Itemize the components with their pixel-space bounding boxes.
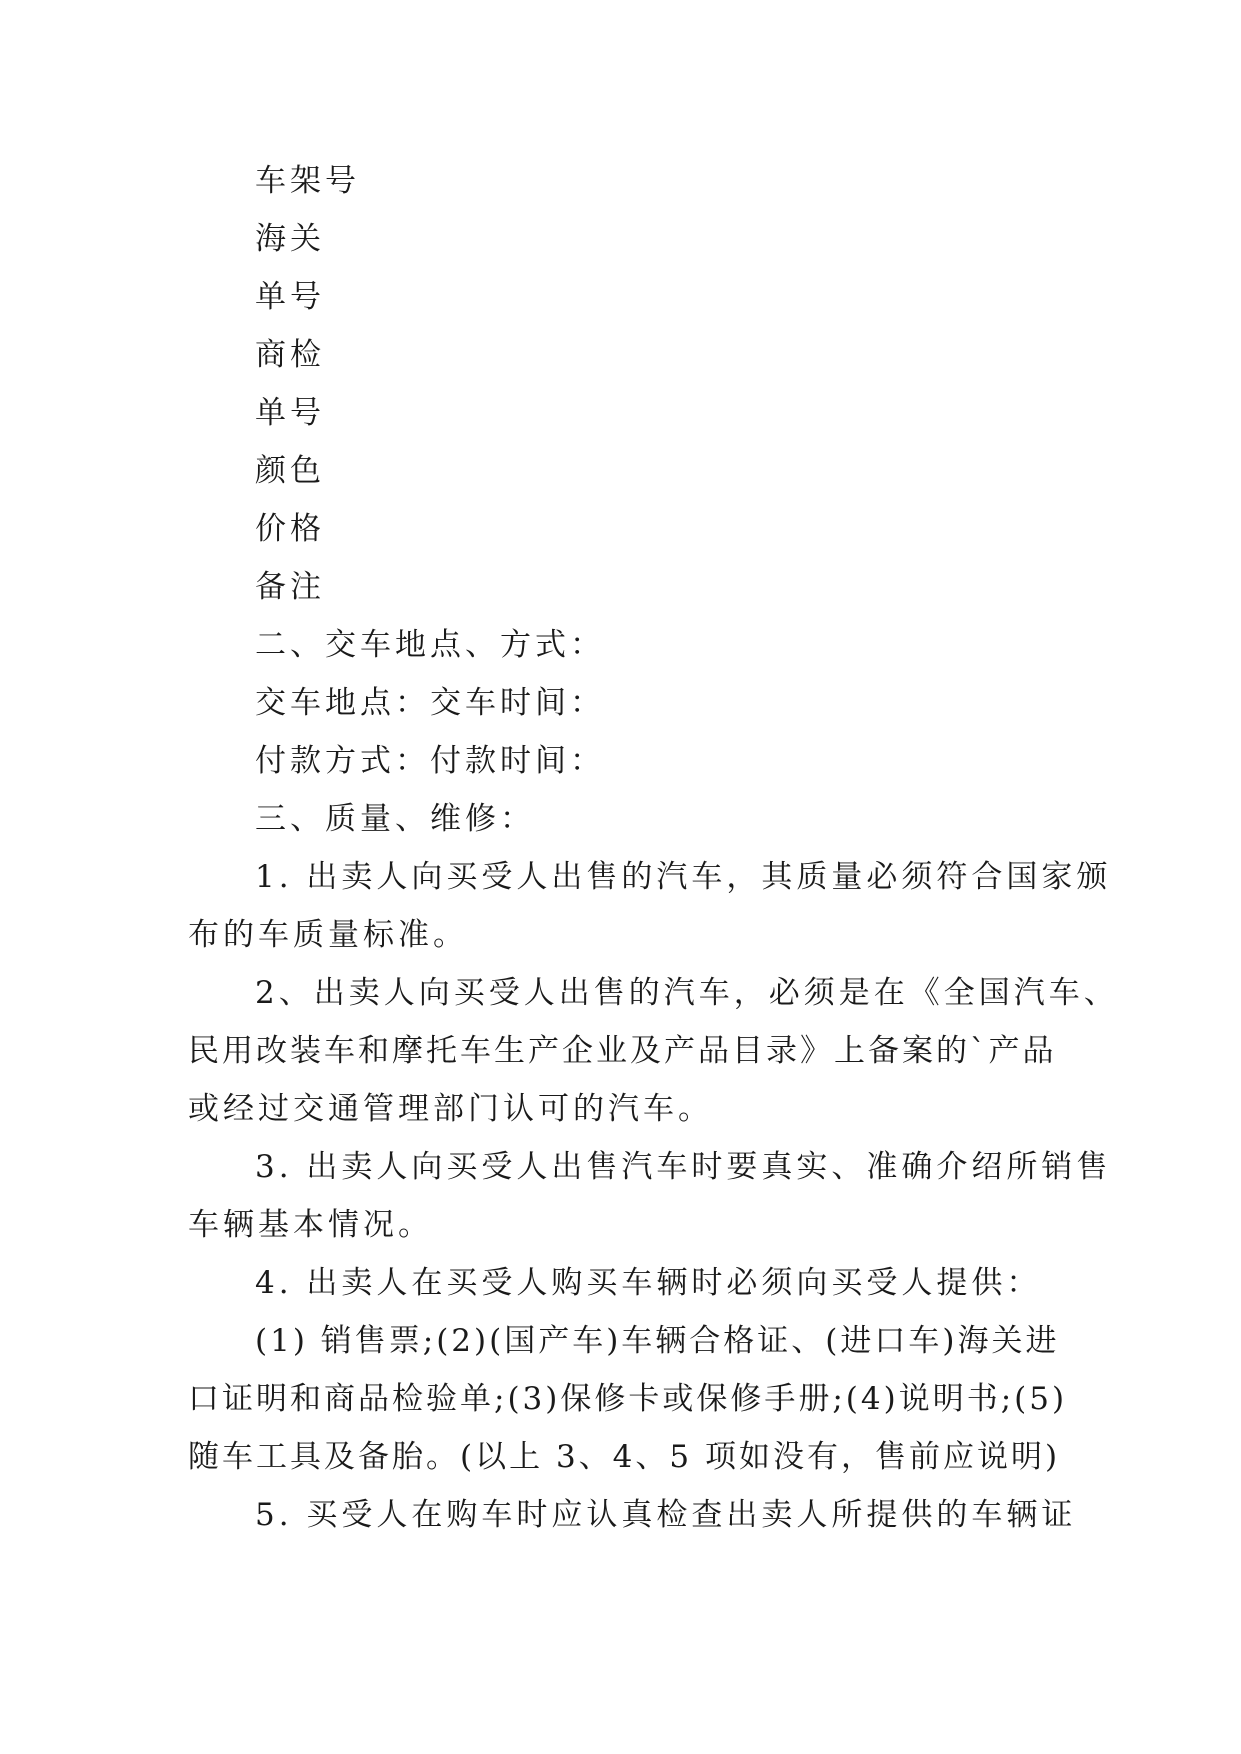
clause-4-list-line-2: 口证明和商品检验单;(3)保修卡或保修手册;(4)说明书;(5) [188, 1381, 1068, 1417]
field-color: 颜色 [255, 453, 325, 489]
clause-3-line-1: 3. 出卖人向买受人出售汽车时要真实、准确介绍所销售 [255, 1149, 1112, 1185]
clause-1-line-2: 布的车质量标准。 [188, 917, 468, 953]
clause-5-line-1: 5. 买受人在购车时应认真检查出卖人所提供的车辆证 [255, 1497, 1077, 1533]
field-remarks: 备注 [255, 569, 325, 605]
delivery-place-time: 交车地点：交车时间： [255, 685, 605, 721]
clause-3-line-2: 车辆基本情况。 [188, 1207, 433, 1243]
field-frame-number: 车架号 [255, 163, 360, 199]
clause-4-list-line-1: (1) 销售票;(2)(国产车)车辆合格证、(进口车)海关进 [255, 1323, 1060, 1359]
clause-4-list-line-3: 随车工具及备胎。(以上 3、4、5 项如没有，售前应说明) [188, 1439, 1061, 1475]
section-heading-quality: 三、质量、维修： [255, 801, 535, 837]
section-heading-delivery: 二、交车地点、方式： [255, 627, 605, 663]
document-body [188, 152, 1119, 1544]
clause-2-line-3: 或经过交通管理部门认可的汽车。 [188, 1091, 713, 1127]
clause-4-line-1: 4. 出卖人在买受人购买车辆时必须向买受人提供： [255, 1265, 1042, 1301]
field-inspection-number: 单号 [255, 395, 325, 431]
field-inspection: 商检 [255, 337, 325, 373]
clause-2-line-1: 2、出卖人向买受人出售的汽车，必须是在《全国汽车、 [255, 975, 1119, 1011]
field-customs-number: 单号 [255, 279, 325, 315]
field-customs: 海关 [255, 221, 325, 257]
field-price: 价格 [255, 511, 325, 547]
payment-method-time: 付款方式：付款时间： [255, 743, 605, 779]
clause-1-line-1: 1. 出卖人向买受人出售的汽车，其质量必须符合国家颁 [255, 859, 1112, 895]
clause-2-line-2: 民用改装车和摩托车生产企业及产品目录》上备案的`产品 [188, 1033, 1057, 1069]
